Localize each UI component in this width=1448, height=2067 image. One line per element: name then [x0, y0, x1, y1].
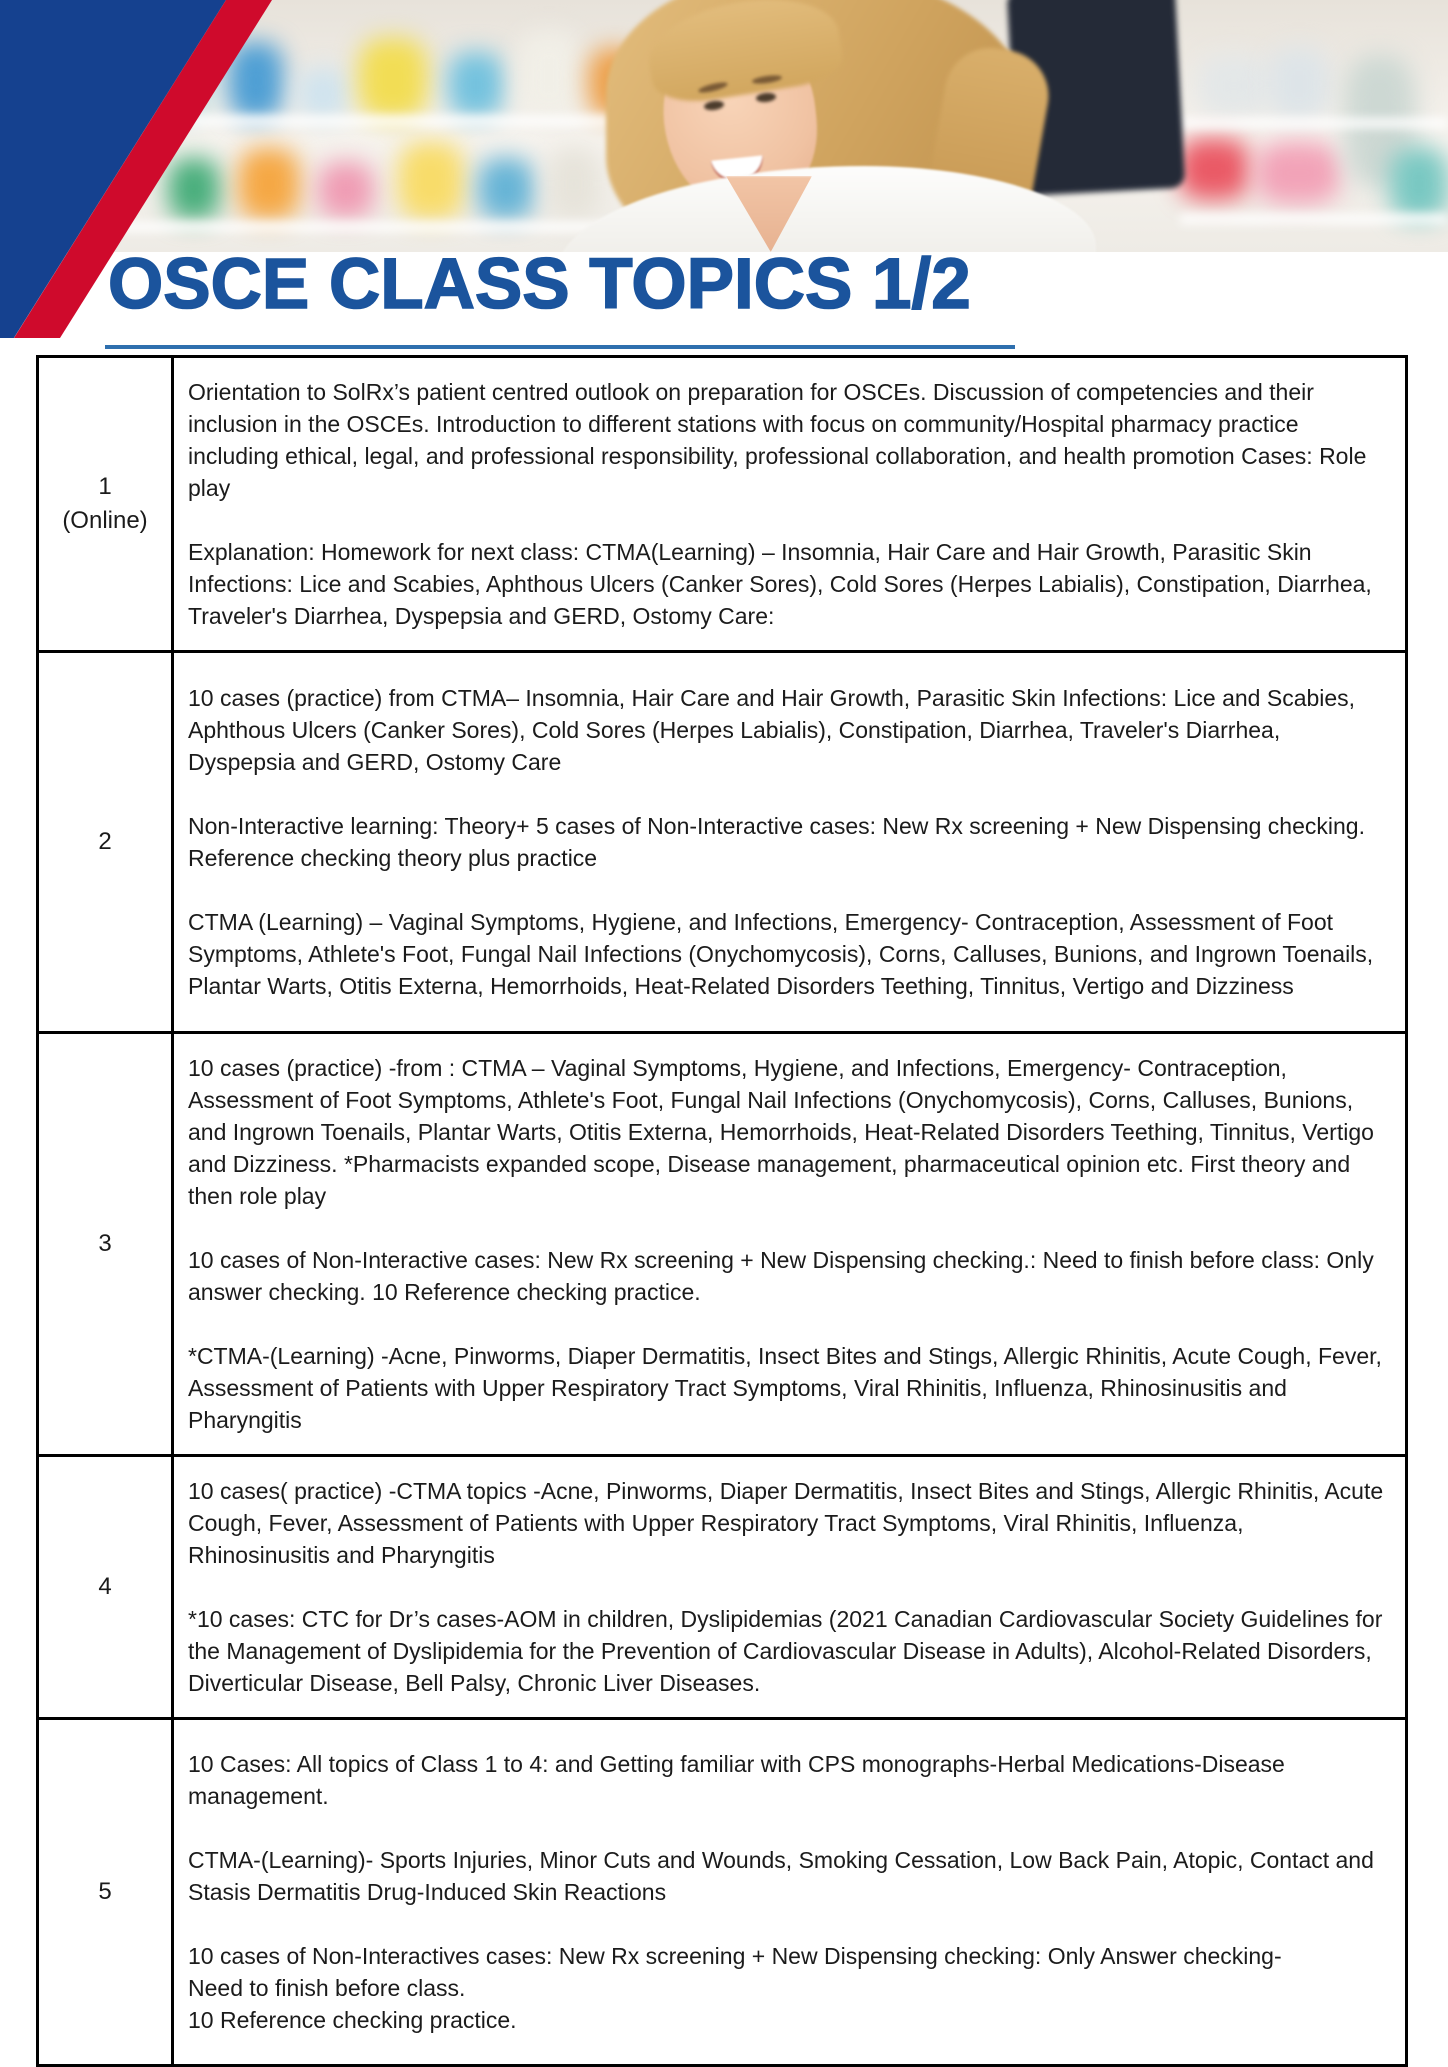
topic-paragraph: 10 cases of Non-Interactives cases: New Rx screening + New Dispensing checking: Only Answer checking- Need to finish before class. 10 Reference checking practice. — [188, 1943, 1282, 2033]
topic-paragraph: 10 cases (practice) -from : CTMA – Vaginal Symptoms, Hygiene, and Infections, Emergency- Contraception, Assessment of Foot Symptoms, Athlete's Foot, Fungal Nail Infections (Onychomycosis), Corns, Calluses, Bunions, and Ingrown Toenails, Plantar Warts, Otitis Externa, Hemorrhoids, Heat-Related Disorders Teething, Tinnitus, Vertigo and Dizziness. *Pharmacists expanded scope, Disease management, pharmaceutical opinion etc. First theory and then role play — [188, 1055, 1374, 1209]
page-title: OSCE CLASS TOPICS 1/2 — [108, 245, 971, 324]
product-blob — [548, 148, 600, 220]
topic-paragraph: *CTMA-(Learning) -Acne, Pinworms, Diaper Dermatitis, Insect Bites and Stings, Allergic Rhinitis, Acute Cough, Fever, Assessment of Patients with Upper Respiratory Tract Symptoms, Viral Rhinitis, Influenza, Rhinosinusitis and Pharyngitis — [188, 1343, 1382, 1433]
topic-paragraph: *10 cases: CTC for Dr’s cases-AOM in children, Dyslipidemias (2021 Canadian Cardiovascular Society Guidelines for the Management of Dyslipidemia for the Prevention of Cardiovascular Disease in Adults), Alcohol-Related Disorders, Diverticular Disease, Bell Palsy, Chronic Liver Diseases. — [188, 1606, 1383, 1696]
topic-paragraph: 10 cases of Non-Interactive cases: New Rx screening + New Dispensing checking.: Need to finish before class: Only answer checking. 10 Reference checking practice. — [188, 1247, 1374, 1305]
product-blob — [1256, 142, 1340, 204]
topic-paragraph: Explanation: Homework for next class: CTMA(Learning) – Insomnia, Hair Care and Hair Growth, Parasitic Skin Infections: Lice and Scabies, Aphthous Ulcers (Canker Sores), Cold Sores (Herpes Labialis), Constipation, Diarrhea, Traveler's Diarrhea, Dyspepsia and GERD, Ostomy Care: — [188, 539, 1372, 629]
class-topics-table — [36, 355, 1408, 2067]
product-blob — [1268, 48, 1330, 120]
class-topics-cell — [173, 1719, 1407, 2066]
class-number-cell: 1 (Online) — [38, 357, 173, 652]
product-blob — [318, 162, 374, 218]
class-number-cell: 2 — [38, 652, 173, 1033]
table-row — [38, 652, 1407, 1033]
topic-paragraph: Non-Interactive learning: Theory+ 5 cases of Non-Interactive cases: New Rx screening + New Dispensing checking. Reference checking theory plus practice — [188, 813, 1365, 871]
topic-paragraph: CTMA (Learning) – Vaginal Symptoms, Hygiene, and Infections, Emergency- Contraception, Assessment of Foot Symptoms, Athlete's Foot, Fungal Nail Infections (Onychomycosis), Corns, Calluses, Bunions, and Ingrown Toenails, Plantar Warts, Otitis Externa, Hemorrhoids, Heat-Related Disorders Teething, Tinnitus, Vertigo and Dizziness — [188, 909, 1374, 999]
product-blob — [1198, 55, 1270, 117]
product-blob — [1178, 138, 1250, 200]
class-number-cell: 3 — [38, 1033, 173, 1456]
shelf-board — [1180, 214, 1448, 224]
shelf-board — [1180, 118, 1448, 128]
topic-paragraph: 10 Cases: All topics of Class 1 to 4: and Getting familiar with CPS monographs-Herbal Medications-Disease management. — [188, 1751, 1285, 1809]
class-number-cell: 5 — [38, 1719, 173, 2066]
topic-paragraph: Orientation to SolRx’s patient centred outlook on preparation for OSCEs. Discussion of competencies and their inclusion in the OSCEs. Introduction to different stations with focus on community/Hospital pharmacy practice including ethical, legal, and professional responsibility, professional collaboration, and health promotion Cases: Role play — [188, 379, 1367, 501]
class-topics-cell — [173, 1456, 1407, 1719]
product-blob — [478, 158, 534, 220]
product-blob — [358, 38, 428, 120]
table-row — [38, 1719, 1407, 2066]
topic-paragraph: CTMA-(Learning)- Sports Injuries, Minor Cuts and Wounds, Smoking Cessation, Low Back Pain, Atopic, Contact and Stasis Dermatitis Drug-Induced Skin Reactions — [188, 1847, 1374, 1905]
class-topics-cell — [173, 357, 1407, 652]
table-row — [38, 357, 1407, 652]
product-blob — [448, 52, 504, 118]
class-number-cell: 4 — [38, 1456, 173, 1719]
product-blob — [1390, 148, 1448, 220]
topic-paragraph: 10 cases (practice) from CTMA– Insomnia, Hair Care and Hair Growth, Parasitic Skin Infections: Lice and Scabies, Aphthous Ulcers (Canker Sores), Cold Sores (Herpes Labialis), Constipation, Diarrhea, Traveler's Diarrhea, Dyspepsia and GERD, Ostomy Care — [188, 685, 1356, 775]
topic-paragraph: 10 cases( practice) -CTMA topics -Acne, Pinworms, Diaper Dermatitis, Insect Bites and Stings, Allergic Rhinitis, Acute Cough, Fever, Assessment of Patients with Upper Respiratory Tract Symptoms, Viral Rhinitis, Influenza, Rhinosinusitis and Pharyngitis — [188, 1478, 1384, 1568]
table-row — [38, 1456, 1407, 1719]
class-topics-cell — [173, 1033, 1407, 1456]
table-row — [38, 1033, 1407, 1456]
product-blob — [518, 32, 580, 118]
class-topics-cell — [173, 652, 1407, 1033]
product-blob — [298, 68, 348, 120]
product-blob — [398, 142, 464, 220]
title-underline — [105, 345, 1015, 349]
